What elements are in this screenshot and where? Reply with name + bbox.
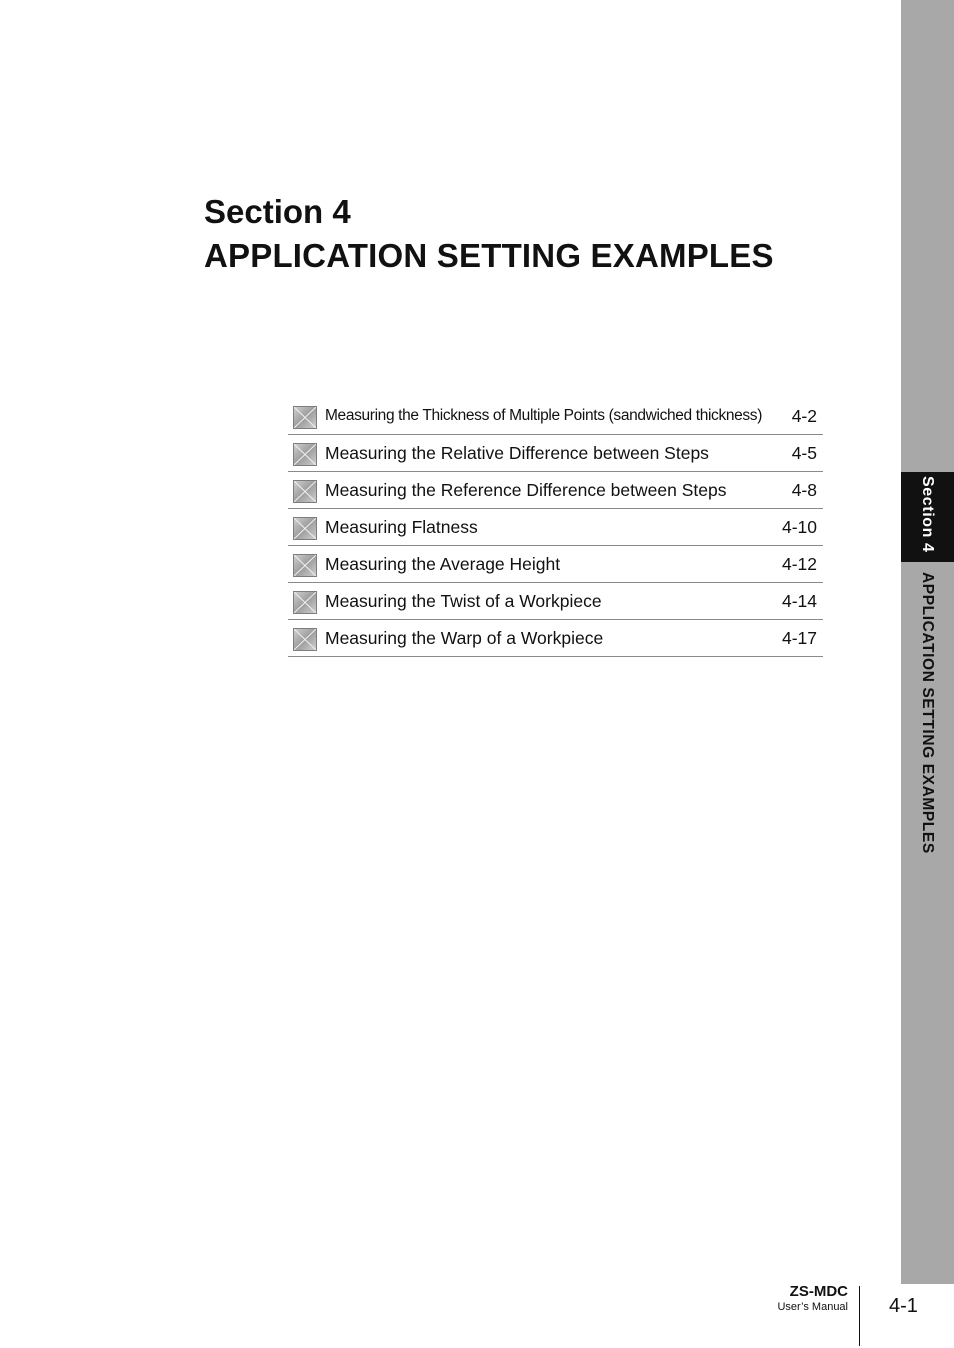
footer-product-name: ZS-MDC [789, 1283, 848, 1300]
toc-item[interactable] [288, 509, 823, 546]
bullet-icon [293, 480, 317, 503]
toc-item-page: 4-2 [791, 406, 817, 426]
bullet-icon [293, 628, 317, 651]
toc-item-label: Measuring the Thickness of Multiple Points (sandwiched thickness) [325, 407, 763, 424]
toc-item[interactable] [288, 583, 823, 620]
toc-item-page: 4-17 [781, 628, 817, 648]
bullet-icon [293, 443, 317, 466]
toc-item-label: Measuring Flatness [325, 517, 478, 537]
section-title: APPLICATION SETTING EXAMPLES [204, 237, 774, 274]
toc-item-page: 4-12 [781, 554, 817, 574]
section-heading [204, 192, 774, 279]
toc-item[interactable] [288, 398, 823, 435]
toc-item-page: 4-5 [791, 443, 817, 463]
toc-item-page: 4-14 [781, 591, 817, 611]
bullet-icon [293, 406, 317, 429]
footer-manual-label: User’s Manual [777, 1301, 848, 1313]
toc-item-label: Measuring the Twist of a Workpiece [325, 591, 602, 611]
section-number: Section 4 [204, 193, 351, 230]
bullet-icon [293, 591, 317, 614]
side-tab-section: Section 4 [919, 476, 936, 553]
toc-item[interactable] [288, 435, 823, 472]
toc-item-page: 4-8 [791, 480, 817, 500]
toc-item[interactable] [288, 620, 823, 657]
toc-item[interactable] [288, 546, 823, 583]
side-tab-title: APPLICATION SETTING EXAMPLES [919, 572, 936, 854]
bullet-icon [293, 517, 317, 540]
toc-item-label: Measuring the Warp of a Workpiece [325, 628, 604, 648]
toc-item-page: 4-10 [781, 517, 817, 537]
bullet-icon [293, 554, 317, 577]
page-number: 4-1 [889, 1295, 918, 1317]
toc-item[interactable] [288, 472, 823, 509]
footer-divider [859, 1286, 860, 1346]
toc-item-label: Measuring the Relative Difference between Steps [325, 443, 709, 463]
toc-item-label: Measuring the Average Height [325, 554, 561, 574]
toc-item-label: Measuring the Reference Difference between Steps [325, 480, 727, 500]
table-of-contents [288, 398, 823, 657]
